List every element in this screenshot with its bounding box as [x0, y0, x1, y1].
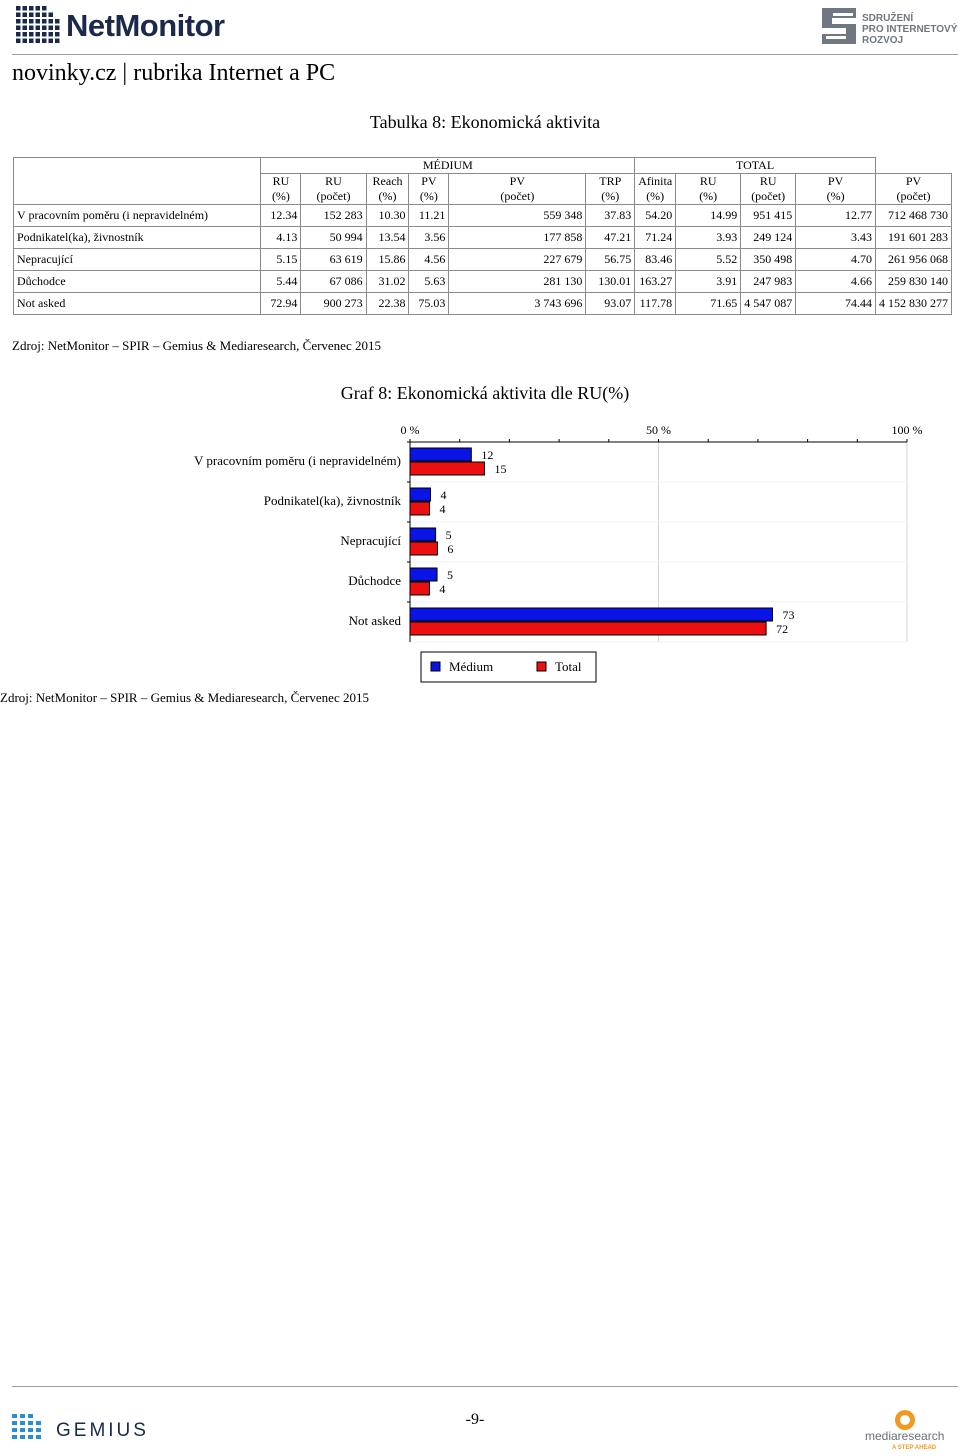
column-header-unit: (%): [601, 189, 620, 203]
spir-logo-text: [862, 13, 957, 46]
table-cell: 281 130: [449, 271, 586, 293]
table-cell: 117.78: [635, 293, 676, 315]
x-tick-label: 100 %: [891, 423, 923, 437]
column-header-unit: (počet): [751, 189, 786, 203]
column-header-name: Afinita: [638, 174, 673, 188]
table-cell: 93.07: [586, 293, 635, 315]
y-tick-label: Nepracující: [340, 533, 401, 548]
table-row: [14, 293, 952, 315]
netmonitor-logo-text: NetMonitor: [66, 8, 225, 43]
y-tick-label: Podnikatel(ka), živnostník: [263, 493, 401, 508]
table-cell: 22.38: [366, 293, 409, 315]
header-divider: [12, 54, 958, 55]
table-row: [14, 249, 952, 271]
row-label: Podnikatel(ka), živnostník: [14, 227, 261, 249]
data-label: 6: [447, 542, 454, 556]
column-header: [741, 174, 796, 205]
table-cell: 47.21: [586, 227, 635, 249]
mediaresearch-tagline: A STEP AHEAD: [892, 1445, 937, 1450]
bar-mdium: [410, 448, 471, 461]
table-cell: 5.44: [261, 271, 301, 293]
bar-total: [410, 582, 429, 595]
table-cell: 951 415: [741, 205, 796, 227]
column-header-name: RU: [699, 174, 717, 188]
table-cell: 247 983: [741, 271, 796, 293]
column-header-name: RU: [325, 174, 342, 188]
column-header: [261, 174, 301, 205]
column-header-unit: (%): [826, 189, 845, 203]
column-header-name: TRP: [599, 174, 622, 188]
data-label: 5: [445, 528, 452, 542]
table-cell: 50 994: [301, 227, 366, 249]
column-header-name: PV: [509, 174, 526, 188]
table-cell: 4.70: [796, 249, 876, 271]
data-label: 4: [440, 488, 447, 502]
table-cell: 4.66: [796, 271, 876, 293]
chart-source: Zdroj: NetMonitor – SPIR – Gemius & Mediaresearch, Červenec 2015: [0, 690, 369, 705]
y-tick-label: V pracovním poměru (i nepravidelném): [194, 453, 401, 468]
column-header-unit: (%): [646, 189, 665, 203]
data-label: 4: [439, 582, 446, 596]
table-cell: 54.20: [635, 205, 676, 227]
column-header-name: PV: [827, 174, 844, 188]
table-cell: 5.52: [676, 249, 741, 271]
table-cell: 15.86: [366, 249, 409, 271]
data-label: 4: [439, 502, 446, 516]
table-cell: 900 273: [301, 293, 366, 315]
column-header: [586, 174, 635, 205]
row-label: Not asked: [14, 293, 261, 315]
y-tick-label: Not asked: [348, 613, 401, 628]
table-cell: 350 498: [741, 249, 796, 271]
column-header-name: PV: [905, 174, 922, 188]
bar-total: [410, 622, 766, 635]
table-cell: 3.93: [676, 227, 741, 249]
column-header: [366, 174, 409, 205]
table-cell: 227 679: [449, 249, 586, 271]
x-tick-label: 0 %: [400, 423, 420, 437]
column-header-unit: (%): [271, 189, 290, 203]
column-header-unit: (počet): [316, 189, 351, 203]
column-header-name: PV: [421, 174, 437, 188]
spir-line-3: ROZVOJ: [862, 35, 904, 46]
table-cell: 3.91: [676, 271, 741, 293]
bar-chart: [0, 420, 960, 688]
group-header-total: TOTAL: [635, 158, 876, 174]
bar-mdium: [410, 608, 773, 621]
table-row: [14, 205, 952, 227]
data-label: 72: [776, 622, 789, 636]
table-cell: 261 956 068: [876, 249, 952, 271]
bar-mdium: [410, 488, 431, 501]
column-header-unit: (%): [419, 189, 438, 203]
legend-label: Total: [555, 659, 582, 674]
table-cell: 5.15: [261, 249, 301, 271]
column-header: [676, 174, 741, 205]
row-label: Důchodce: [14, 271, 261, 293]
table-cell: 13.54: [366, 227, 409, 249]
economic-activity-table: [13, 157, 952, 315]
table-cell: 75.03: [409, 293, 449, 315]
bar-total: [410, 542, 437, 555]
spir-line-1: SDRUŽENÍ: [862, 13, 914, 24]
table-cell: 3.43: [796, 227, 876, 249]
table-cell: 72.94: [261, 293, 301, 315]
column-header-name: Reach: [372, 174, 403, 188]
group-header-medium: MÉDIUM: [261, 158, 635, 174]
data-label: 73: [782, 608, 795, 622]
column-header-name: RU: [272, 174, 290, 188]
table-cell: 249 124: [741, 227, 796, 249]
column-header-unit: (počet): [896, 189, 931, 203]
legend-label: Médium: [449, 659, 494, 674]
bar-mdium: [410, 568, 437, 581]
table-cell: 37.83: [586, 205, 635, 227]
column-header-unit: (%): [699, 189, 718, 203]
data-label: 15: [494, 462, 507, 476]
footer-divider: [12, 1386, 958, 1387]
column-header: [301, 174, 366, 205]
column-header: [876, 174, 952, 205]
data-label: 5: [447, 568, 454, 582]
bar-mdium: [410, 528, 436, 541]
table-cell: 67 086: [301, 271, 366, 293]
table-cell: 4.56: [409, 249, 449, 271]
row-label: Nepracující: [14, 249, 261, 271]
page-number: -9-: [465, 1411, 485, 1428]
table-cell: 10.30: [366, 205, 409, 227]
bar-total: [410, 502, 430, 515]
table-cell: 83.46: [635, 249, 676, 271]
table-cell: 191 601 283: [876, 227, 952, 249]
table-cell: 3.56: [409, 227, 449, 249]
chart-title: Graf 8: Ekonomická aktivita dle RU(%): [340, 383, 630, 403]
column-header: [449, 174, 586, 205]
column-header-name: RU: [759, 174, 777, 188]
bar-total: [410, 462, 485, 475]
row-label: V pracovním poměru (i nepravidelném): [14, 205, 261, 227]
table-cell: 12.34: [261, 205, 301, 227]
table-row: [14, 271, 952, 293]
legend-swatch: [537, 662, 546, 671]
table-cell: 63 619: [301, 249, 366, 271]
table-cell: 712 468 730: [876, 205, 952, 227]
table-corner: [14, 158, 261, 205]
table-source: Zdroj: NetMonitor – SPIR – Gemius & Mediaresearch, Červenec 2015: [12, 338, 381, 353]
column-header: [635, 174, 676, 205]
gemius-logo-text: GEMIUS: [56, 1420, 149, 1441]
table-cell: 31.02: [366, 271, 409, 293]
table-cell: 5.63: [409, 271, 449, 293]
table-cell: 71.65: [676, 293, 741, 315]
table-cell: 163.27: [635, 271, 676, 293]
table-cell: 12.77: [796, 205, 876, 227]
table-cell: 14.99: [676, 205, 741, 227]
x-tick-label: 50 %: [646, 423, 671, 437]
column-header-unit: (%): [378, 189, 397, 203]
table-title: Tabulka 8: Ekonomická aktivita: [369, 112, 601, 132]
column-header-unit: (počet): [500, 189, 535, 203]
table-cell: 259 830 140: [876, 271, 952, 293]
table-cell: 4.13: [261, 227, 301, 249]
table-cell: 4 547 087: [741, 293, 796, 315]
site-title: novinky.cz | rubrika Internet a PC: [12, 60, 336, 86]
table-cell: 130.01: [586, 271, 635, 293]
table-row: [14, 227, 952, 249]
table-cell: 11.21: [409, 205, 449, 227]
legend-swatch: [431, 662, 440, 671]
table-cell: 152 283: [301, 205, 366, 227]
table-cell: 559 348: [449, 205, 586, 227]
table-cell: 3 743 696: [449, 293, 586, 315]
y-tick-label: Důchodce: [348, 573, 401, 588]
mediaresearch-logo-text: mediaresearch: [865, 1429, 945, 1443]
table-cell: 56.75: [586, 249, 635, 271]
table-cell: 4 152 830 277: [876, 293, 952, 315]
spir-line-2: PRO INTERNETOVÝ: [862, 24, 958, 35]
table-cell: 74.44: [796, 293, 876, 315]
column-header: [796, 174, 876, 205]
data-label: 12: [481, 448, 494, 462]
table-cell: 71.24: [635, 227, 676, 249]
mediaresearch-logo: [864, 1408, 956, 1450]
table-body: [14, 205, 952, 315]
table-cell: 177 858: [449, 227, 586, 249]
column-header: [409, 174, 449, 205]
